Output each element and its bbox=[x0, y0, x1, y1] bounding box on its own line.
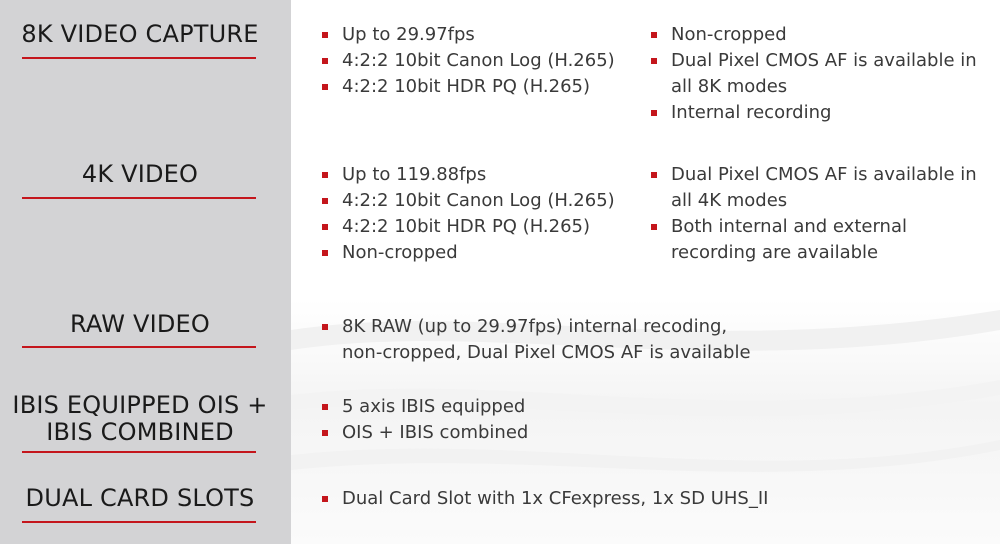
list-item: Non-cropped bbox=[651, 22, 977, 48]
bullet-icon bbox=[322, 324, 328, 330]
bullet-icon bbox=[322, 84, 328, 90]
bullet-icon bbox=[651, 110, 657, 116]
heading-4k-video: 4K VIDEO bbox=[81, 160, 199, 188]
spec-list-8k-col1 bbox=[322, 22, 615, 100]
heading-underline bbox=[22, 451, 256, 453]
list-item: Dual Pixel CMOS AF is available in all 8K modes bbox=[651, 48, 977, 100]
spec-list-4k-col1 bbox=[322, 162, 615, 266]
heading-underline bbox=[22, 346, 256, 348]
bullet-icon bbox=[322, 224, 328, 230]
bullet-icon bbox=[322, 32, 328, 38]
bullet-icon bbox=[322, 58, 328, 64]
list-item: 4:2:2 10bit HDR PQ (H.265) bbox=[322, 74, 615, 100]
heading-ibis: IBIS EQUIPPED OIS + IBIS COMBINED bbox=[12, 391, 268, 446]
bullet-icon bbox=[322, 404, 328, 410]
list-item: 4:2:2 10bit Canon Log (H.265) bbox=[322, 48, 615, 74]
spec-list-8k-col2 bbox=[651, 22, 977, 126]
headings-panel bbox=[0, 0, 291, 544]
heading-8k-video-capture: 8K VIDEO CAPTURE bbox=[21, 20, 259, 48]
spec-list-4k-col2 bbox=[651, 162, 977, 266]
list-item: Both internal and external recording are available bbox=[651, 214, 977, 266]
bullet-icon bbox=[651, 58, 657, 64]
bullet-icon bbox=[322, 430, 328, 436]
bullet-icon bbox=[322, 496, 328, 502]
list-item: Dual Card Slot with 1x CFexpress, 1x SD UHS_II bbox=[322, 486, 768, 512]
heading-underline bbox=[22, 197, 256, 199]
bullet-icon bbox=[651, 172, 657, 178]
bullet-icon bbox=[651, 32, 657, 38]
bullet-icon bbox=[322, 198, 328, 204]
bullet-icon bbox=[322, 250, 328, 256]
bullet-icon bbox=[651, 224, 657, 230]
spec-list-ibis bbox=[322, 394, 528, 446]
list-item: 8K RAW (up to 29.97fps) internal recoding, non-cropped, Dual Pixel CMOS AF is available bbox=[322, 314, 751, 366]
heading-underline bbox=[22, 57, 256, 59]
list-item: OIS + IBIS combined bbox=[322, 420, 528, 446]
spec-list-dual-card bbox=[322, 486, 768, 512]
bullet-icon bbox=[322, 172, 328, 178]
heading-dual-card-slots: DUAL CARD SLOTS bbox=[25, 484, 255, 512]
heading-raw-video: RAW VIDEO bbox=[70, 310, 210, 338]
list-item: 4:2:2 10bit Canon Log (H.265) bbox=[322, 188, 615, 214]
list-item: Non-cropped bbox=[322, 240, 615, 266]
list-item: Up to 29.97fps bbox=[322, 22, 615, 48]
list-item: Internal recording bbox=[651, 100, 977, 126]
spec-list-raw bbox=[322, 314, 751, 366]
list-item: Up to 119.88fps bbox=[322, 162, 615, 188]
list-item: 5 axis IBIS equipped bbox=[322, 394, 528, 420]
heading-underline bbox=[22, 521, 256, 523]
list-item: Dual Pixel CMOS AF is available in all 4K modes bbox=[651, 162, 977, 214]
list-item: 4:2:2 10bit HDR PQ (H.265) bbox=[322, 214, 615, 240]
